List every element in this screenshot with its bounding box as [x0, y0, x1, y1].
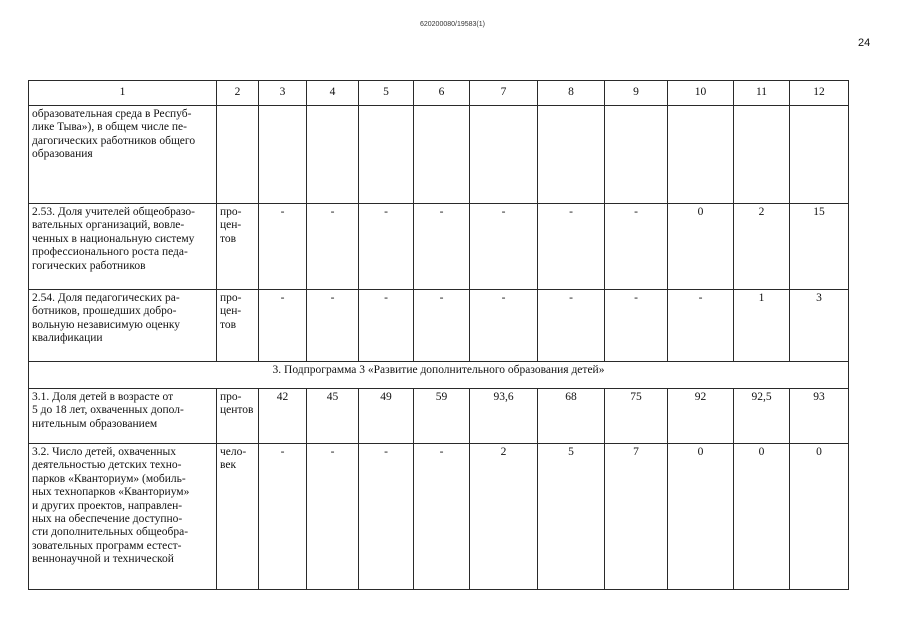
table-row-continuation: [29, 106, 849, 204]
indicator-description: [29, 204, 217, 290]
table-row: [29, 389, 849, 444]
description-line: деятельностью детских техно-: [32, 459, 182, 472]
description-line: сти дополнительных общеобра-: [32, 526, 189, 539]
value-cell: 59: [414, 389, 470, 444]
value-cell: 3: [790, 290, 849, 362]
description-line: гогических работников: [32, 259, 146, 272]
section-title: 3. Подпрограмма 3 «Развитие дополнительного образования детей»: [29, 362, 849, 389]
unit-line: про-: [220, 206, 242, 218]
value-cell: -: [605, 290, 668, 362]
description-line: ных на обеспечение доступно-: [32, 513, 183, 526]
header-cell: 6: [414, 81, 470, 106]
value-cell: 2: [734, 204, 790, 290]
value-cell: 92: [668, 389, 734, 444]
table-row: [29, 444, 849, 590]
value-cell: 0: [734, 444, 790, 590]
value-cell: [538, 106, 605, 204]
value-cell: -: [259, 444, 307, 590]
value-cell: -: [307, 290, 359, 362]
value-cell: [359, 106, 414, 204]
description-line: вательных организаций, вовле-: [32, 219, 185, 232]
value-cell: -: [359, 204, 414, 290]
value-cell: 2: [470, 444, 538, 590]
page-number: 24: [858, 37, 871, 49]
value-cell: [605, 106, 668, 204]
value-cell: -: [470, 204, 538, 290]
value-cell: 49: [359, 389, 414, 444]
value-cell: -: [307, 204, 359, 290]
description-line: веннонаучной и технической: [32, 553, 174, 566]
value-cell: 92,5: [734, 389, 790, 444]
description-line: 3.1. Доля детей в возрасте от: [32, 391, 174, 403]
value-cell: -: [538, 290, 605, 362]
description-line: ченных в национальную систему: [32, 232, 195, 245]
description-line: квалификации: [32, 332, 103, 345]
unit-cell: [217, 106, 259, 204]
description-line: профессионального роста педа-: [32, 246, 188, 259]
header-cell: 12: [790, 81, 849, 106]
value-cell: 75: [605, 389, 668, 444]
unit-line: тов: [220, 232, 237, 245]
header-cell: 10: [668, 81, 734, 106]
unit-line: цен-: [220, 305, 242, 318]
value-cell: -: [359, 444, 414, 590]
value-cell: [790, 106, 849, 204]
unit-line: чело-: [220, 446, 247, 458]
table-row: [29, 290, 849, 362]
value-cell: [307, 106, 359, 204]
unit-line: тов: [220, 318, 237, 331]
value-cell: 7: [605, 444, 668, 590]
header-cell: 8: [538, 81, 605, 106]
unit-cell: [217, 204, 259, 290]
indicator-description: [29, 389, 217, 444]
value-cell: -: [414, 204, 470, 290]
value-cell: 1: [734, 290, 790, 362]
value-cell: 0: [668, 444, 734, 590]
description-line: лике Тыва»), в общем числе пе-: [32, 121, 187, 134]
value-cell: -: [538, 204, 605, 290]
value-cell: 0: [790, 444, 849, 590]
indicator-description: [29, 106, 217, 204]
value-cell: 93,6: [470, 389, 538, 444]
value-cell: [470, 106, 538, 204]
unit-cell: [217, 444, 259, 590]
description-line: 2.53. Доля учителей общеобразо-: [32, 206, 195, 218]
header-cell: 4: [307, 81, 359, 106]
header-cell: 5: [359, 81, 414, 106]
unit-line: цен-: [220, 219, 242, 232]
description-line: ботников, прошедших добро-: [32, 305, 177, 318]
description-line: 2.54. Доля педагогических ра-: [32, 292, 180, 304]
description-line: вольную независимую оценку: [32, 318, 181, 331]
value-cell: -: [668, 290, 734, 362]
description-line: ных технопарков «Кванториум»: [32, 486, 190, 499]
value-cell: -: [259, 290, 307, 362]
value-cell: -: [359, 290, 414, 362]
document-id: 620200080/19583(1): [419, 21, 485, 28]
value-cell: [668, 106, 734, 204]
description-line: 5 до 18 лет, охваченных допол-: [32, 404, 184, 417]
value-cell: [734, 106, 790, 204]
unit-line: про-: [220, 292, 242, 304]
header-cell: 1: [29, 81, 217, 106]
value-cell: -: [307, 444, 359, 590]
description-line: образования: [32, 148, 93, 161]
value-cell: 15: [790, 204, 849, 290]
description-line: дагогических работников общего: [32, 134, 196, 147]
header-cell: 11: [734, 81, 790, 106]
value-cell: -: [414, 444, 470, 590]
unit-cell: [217, 389, 259, 444]
unit-line: про-: [220, 391, 242, 403]
indicator-description: [29, 290, 217, 362]
value-cell: 45: [307, 389, 359, 444]
table-row: [29, 204, 849, 290]
value-cell: 5: [538, 444, 605, 590]
unit-cell: [217, 290, 259, 362]
value-cell: -: [259, 204, 307, 290]
description-line: нительным образованием: [32, 417, 158, 430]
value-cell: -: [470, 290, 538, 362]
description-line: зовательных программ естест-: [32, 539, 182, 552]
value-cell: 42: [259, 389, 307, 444]
value-cell: [414, 106, 470, 204]
value-cell: [259, 106, 307, 204]
description-line: парков «Кванториум» (мобиль-: [32, 472, 186, 485]
value-cell: 0: [668, 204, 734, 290]
value-cell: 93: [790, 389, 849, 444]
unit-line: центов: [220, 404, 254, 417]
description-line: 3.2. Число детей, охваченных: [32, 446, 177, 458]
description-line: и других проектов, направлен-: [32, 499, 183, 512]
indicator-description: [29, 444, 217, 590]
header-cell: 9: [605, 81, 668, 106]
section-row: [29, 362, 849, 389]
value-cell: -: [605, 204, 668, 290]
unit-line: век: [220, 459, 237, 472]
value-cell: 68: [538, 389, 605, 444]
header-cell: 3: [259, 81, 307, 106]
value-cell: -: [414, 290, 470, 362]
header-cell: 7: [470, 81, 538, 106]
header-row: [29, 81, 849, 106]
header-cell: 2: [217, 81, 259, 106]
indicators-table: [28, 80, 849, 590]
description-line: образовательная среда в Респуб-: [32, 108, 192, 120]
